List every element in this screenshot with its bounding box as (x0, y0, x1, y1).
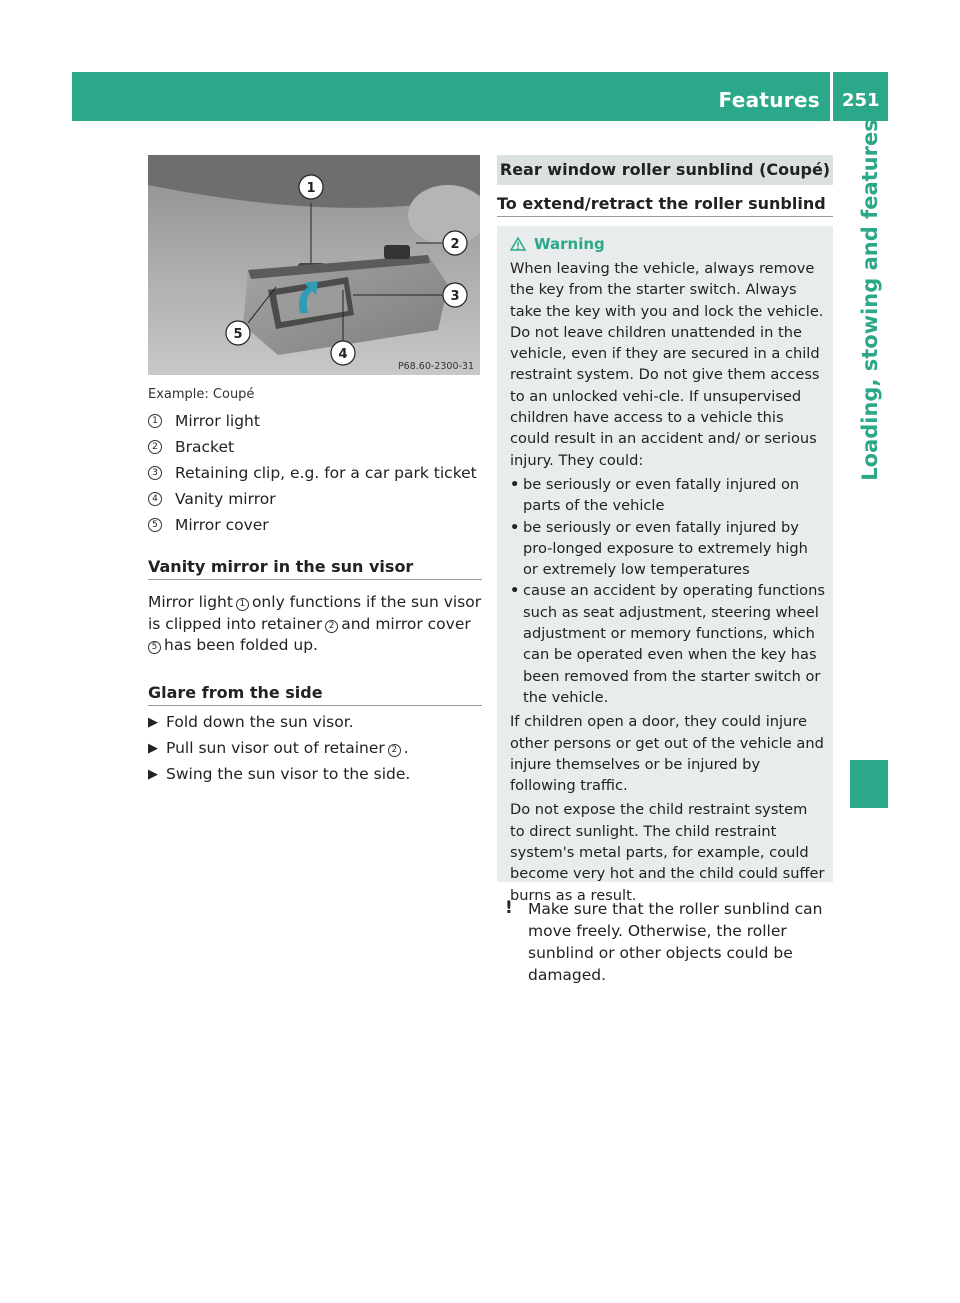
header-section-title: Features (718, 88, 820, 112)
note-text: Make sure that the roller sunblind can move freely. Otherwise, the roller sunblind or other objects could be damaged. (528, 900, 823, 984)
bullet-icon: • (510, 518, 520, 536)
inline-number: 1 (236, 598, 249, 611)
step-text: Swing the sun visor to the side. (166, 765, 411, 783)
para-text: Mirror light (148, 593, 233, 611)
legend-number: 2 (148, 440, 162, 454)
warning-bullet (510, 517, 825, 581)
step-text-tail: . (403, 739, 409, 757)
legend-label: Retaining clip, e.g. for a car park ticket (175, 464, 477, 482)
callout-3: 3 (450, 289, 460, 304)
bullet-icon: • (510, 475, 520, 493)
chapter-tab-label: Loading, stowing and features (858, 119, 882, 481)
step-item (148, 738, 482, 759)
section-title-glare: Glare from the side (148, 683, 323, 702)
legend-label: Vanity mirror (175, 490, 276, 508)
legend-label: Mirror light (175, 412, 260, 430)
legend-label: Mirror cover (175, 516, 269, 534)
legend-item (148, 486, 480, 512)
bullet-text: cause an accident by operating functions such as seat adjustment, steering wheel adjustment or memory functions, which can be operated even when the key has been removed from the starter switch or the vehicle. (523, 582, 825, 706)
para-text: and mirror cover (341, 614, 471, 633)
warning-title: Warning (534, 235, 605, 253)
sun-visor-illustration (148, 155, 480, 375)
legend-label: Bracket (175, 438, 235, 456)
page-number: 251 (842, 90, 880, 111)
damage-note (505, 898, 837, 986)
glare-steps (148, 712, 482, 790)
legend-item (148, 434, 480, 460)
bullet-text: be seriously or even fatally injured on parts of the vehicle (523, 475, 800, 515)
sun-visor-figure (148, 155, 480, 375)
section-title-vanity-mirror: Vanity mirror in the sun visor (148, 557, 414, 576)
para-text: only functions if the sun visor is clipped into retainer (148, 593, 482, 633)
warning-box (497, 226, 833, 904)
inline-number: 2 (388, 744, 401, 757)
bullet-icon: • (510, 582, 520, 600)
band-title: Rear window roller sunblind (Coupé) (499, 160, 831, 179)
legend-number: 4 (148, 492, 162, 506)
chapter-tab-marker (850, 760, 888, 808)
bullet-text: be seriously or even fatally injured by pro-longed exposure to extremely high or extremely low temperatures (523, 518, 808, 579)
note-exclamation-icon: ! (505, 898, 513, 918)
step-item (148, 712, 482, 733)
callout-4: 4 (338, 347, 348, 362)
warning-bullet (510, 580, 825, 708)
legend-number: 1 (148, 414, 162, 428)
section-rule (148, 579, 482, 580)
step-arrow-icon: ▶ (148, 715, 158, 730)
section-rule (497, 216, 833, 217)
legend-item (148, 512, 480, 538)
figure-legend (148, 408, 480, 538)
warning-paragraph: If children open a door, they could injure other persons or get out of the vehicle and injure themselves or be injured by following traffic. (510, 713, 824, 795)
step-arrow-icon: ▶ (148, 767, 158, 782)
callout-1: 1 (306, 181, 316, 196)
para-text: has been folded up. (164, 636, 318, 654)
section-band (497, 155, 833, 185)
step-text: Pull sun visor out of retainer (166, 739, 385, 757)
warning-header (510, 232, 825, 256)
subsection-title: To extend/retract the roller sunblind (497, 194, 826, 213)
step-arrow-icon: ▶ (148, 741, 158, 756)
header-separator (830, 72, 833, 121)
step-text: Fold down the sun visor. (166, 713, 354, 731)
figure-caption: Example: Coupé (148, 387, 255, 402)
warning-paragraph: When leaving the vehicle, always remove the key from the starter switch. Always take the key with you and lock the vehicle. Do not leave children unattended in the vehicle, even if they are secured in a child restraint system. Do not give them access to an unlocked vehi-cle. If unsupervised children have access to a vehicle this could result in an accident and/ or serious injury. They could: (510, 260, 824, 469)
warning-bullet (510, 474, 825, 517)
callout-5: 5 (233, 327, 243, 342)
callout-2: 2 (450, 237, 460, 252)
warning-paragraph: Do not expose the child restraint system to direct sunlight. The child restraint system's metal parts, for example, could become very hot and the child could suffer burns as a result. (510, 801, 825, 904)
legend-number: 5 (148, 518, 162, 532)
vanity-mirror-paragraph (148, 592, 482, 657)
legend-number: 3 (148, 466, 162, 480)
section-rule (148, 705, 482, 706)
step-item (148, 764, 482, 785)
inline-number: 2 (325, 620, 338, 633)
warning-triangle-icon (510, 237, 526, 251)
inline-number: 5 (148, 641, 161, 654)
legend-item (148, 460, 480, 486)
figure-code: P68.60-2300-31 (397, 361, 474, 372)
legend-item (148, 408, 480, 434)
